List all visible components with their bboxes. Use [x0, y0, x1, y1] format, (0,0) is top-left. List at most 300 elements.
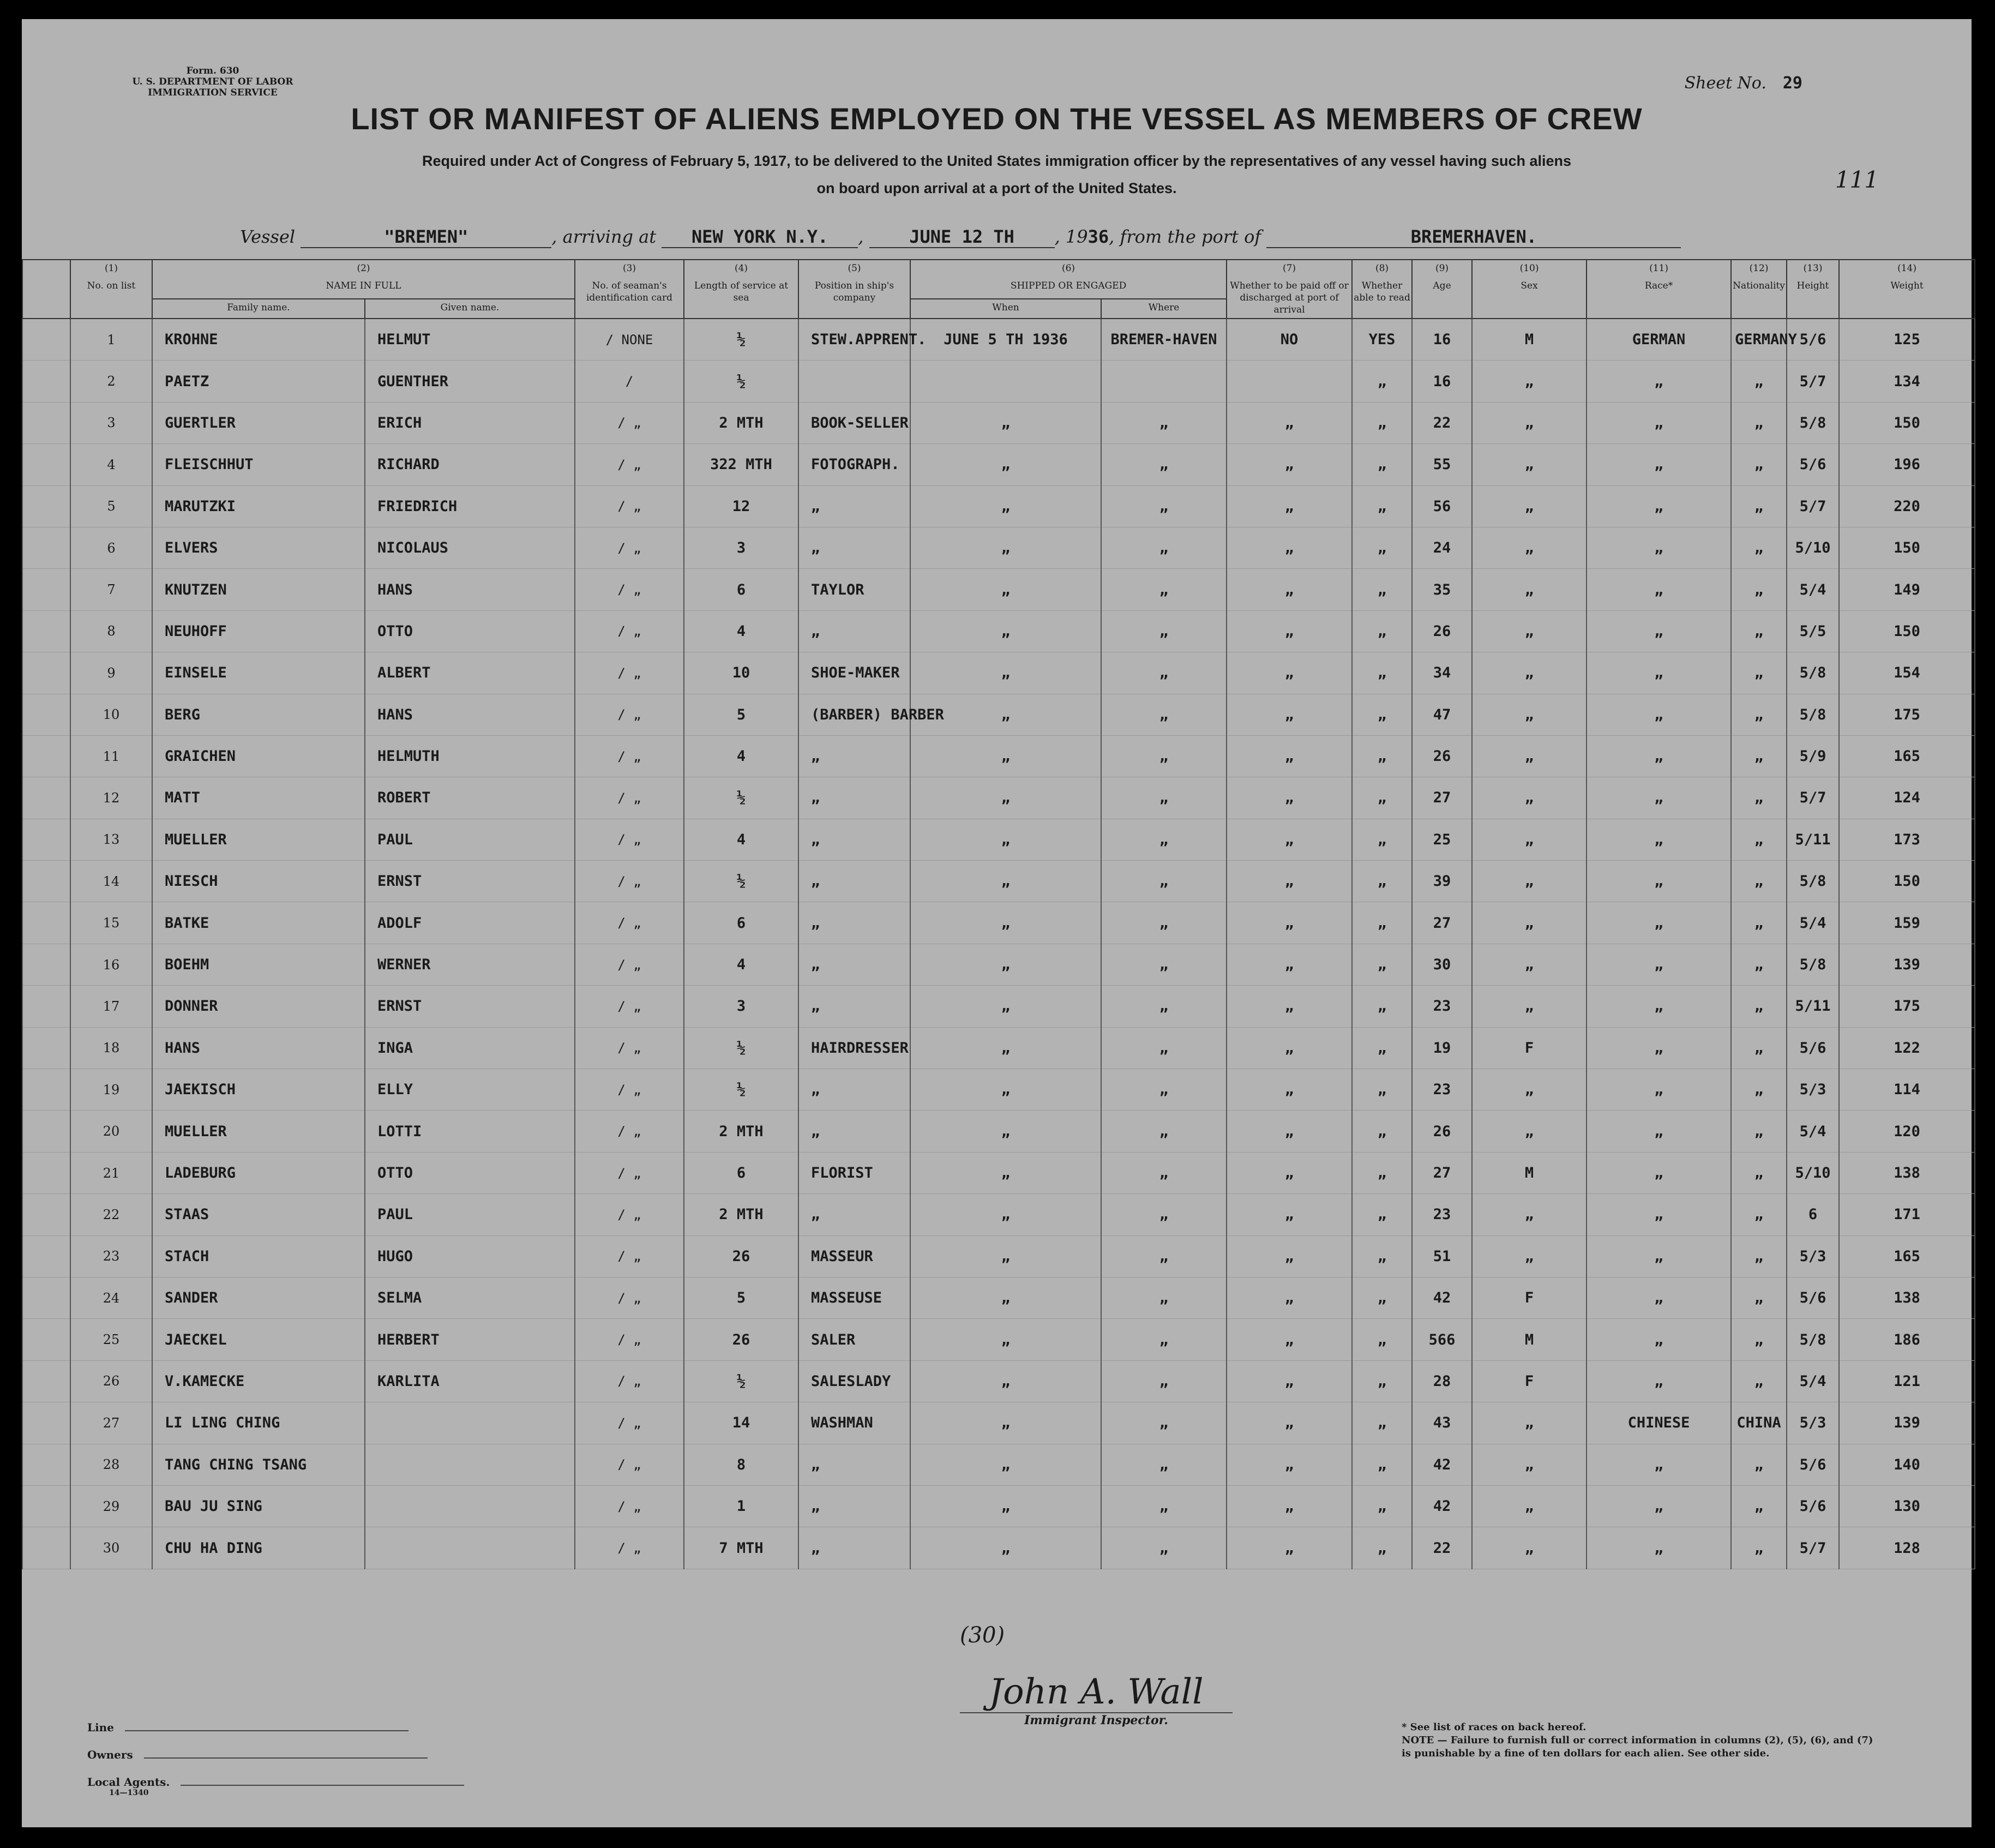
cell-race: „	[1587, 444, 1731, 485]
cell-given: HUGO	[365, 1235, 575, 1277]
cell-height: 5/5	[1787, 610, 1839, 652]
cell-given: HERBERT	[365, 1319, 575, 1360]
table-row	[22, 527, 1975, 568]
cell-age: 23	[1412, 986, 1472, 1027]
cell-position: „	[798, 1485, 910, 1527]
col-header-no: (1) No. on list	[70, 260, 152, 319]
cell-position: „	[798, 735, 910, 777]
cell-nat: „	[1731, 777, 1787, 819]
cell-given	[365, 1402, 575, 1444]
cell-sex: F	[1472, 1277, 1587, 1318]
cell-no: 21	[70, 1152, 152, 1193]
cell-card: / „	[575, 1111, 684, 1152]
cell-no: 19	[70, 1069, 152, 1111]
cell-sex: „	[1472, 652, 1587, 694]
cell-sex: „	[1472, 527, 1587, 568]
cell-family: PAETZ	[152, 361, 365, 402]
cell-family: FLEISCHHUT	[152, 444, 365, 485]
cell-paid: „	[1227, 444, 1352, 485]
cell-age: 16	[1412, 319, 1472, 361]
agency-block	[104, 65, 322, 98]
table-row	[22, 1277, 1975, 1318]
cell-sex: F	[1472, 1027, 1587, 1069]
cell-age: 56	[1412, 485, 1472, 527]
row-margin-cell	[22, 1111, 70, 1152]
form-code: 14—1340	[109, 1789, 149, 1797]
cell-age: 16	[1412, 361, 1472, 402]
cell-read: „	[1352, 1235, 1412, 1277]
row-margin-cell	[22, 361, 70, 402]
cell-card: / „	[575, 944, 684, 985]
cell-age: 35	[1412, 569, 1472, 610]
cell-age: 51	[1412, 1235, 1472, 1277]
row-margin-cell	[22, 1027, 70, 1069]
cell-family: BATKE	[152, 902, 365, 944]
cell-where	[1101, 361, 1227, 402]
cell-nat: „	[1731, 1027, 1787, 1069]
row-margin-cell	[22, 986, 70, 1027]
cell-nat: GERMANY	[1731, 319, 1787, 361]
cell-when: „	[910, 1152, 1101, 1193]
cell-where: „	[1101, 902, 1227, 944]
cell-card: / „	[575, 402, 684, 443]
cell-family: LI LING CHING	[152, 1402, 365, 1444]
cell-paid: „	[1227, 1027, 1352, 1069]
cell-read: „	[1352, 485, 1412, 527]
cell-card: / „	[575, 1194, 684, 1235]
cell-read: „	[1352, 861, 1412, 902]
cell-age: 27	[1412, 777, 1472, 819]
cell-given: HELMUT	[365, 319, 575, 361]
cell-when	[910, 361, 1101, 402]
row-margin-cell	[22, 444, 70, 485]
cell-paid: „	[1227, 485, 1352, 527]
cell-race: „	[1587, 569, 1731, 610]
cell-card: / „	[575, 777, 684, 819]
cell-paid: „	[1227, 1319, 1352, 1360]
cell-sex: „	[1472, 902, 1587, 944]
row-margin-cell	[22, 1444, 70, 1485]
cell-service: 4	[684, 735, 798, 777]
cell-weight: 138	[1839, 1277, 1975, 1318]
cell-weight: 150	[1839, 610, 1975, 652]
row-margin-cell	[22, 569, 70, 610]
cell-sex: „	[1472, 694, 1587, 735]
cell-weight: 138	[1839, 1152, 1975, 1193]
cell-sex: „	[1472, 444, 1587, 485]
cell-race: „	[1587, 527, 1731, 568]
cell-weight: 140	[1839, 1444, 1975, 1485]
cell-read: „	[1352, 902, 1412, 944]
cell-when: „	[910, 1485, 1101, 1527]
col-header-position: (5) Position in ship's company	[798, 260, 910, 319]
document-title: LIST OR MANIFEST OF ALIENS EMPLOYED ON THE VESSEL AS MEMBERS OF CREW	[351, 101, 1643, 136]
cell-where: „	[1101, 694, 1227, 735]
cell-age: 26	[1412, 735, 1472, 777]
cell-race: „	[1587, 1319, 1731, 1360]
row-margin-cell	[22, 652, 70, 694]
cell-height: 5/6	[1787, 1485, 1839, 1527]
subtitle-line-1: Required under Act of Congress of February 5, 1917, to be delivered to the United States immigration officer by the representatives of any vessel having such aliens	[422, 153, 1572, 169]
cell-given	[365, 1444, 575, 1485]
cell-when: „	[910, 1360, 1101, 1402]
cell-sex: „	[1472, 361, 1587, 402]
cell-position	[798, 361, 910, 402]
cell-read: „	[1352, 1360, 1412, 1402]
cell-height: 6	[1787, 1194, 1839, 1235]
owners-label: Owners	[87, 1748, 133, 1761]
cell-height: 5/4	[1787, 569, 1839, 610]
cell-family: HANS	[152, 1027, 365, 1069]
subtitle-line-2: on board upon arrival at a port of the United States.	[816, 180, 1177, 196]
cell-nat: „	[1731, 1485, 1787, 1527]
cell-paid	[1227, 361, 1352, 402]
cell-card: / „	[575, 902, 684, 944]
cell-position: FLORIST	[798, 1152, 910, 1193]
table-row	[22, 944, 1975, 985]
cell-service: 7 MTH	[684, 1527, 798, 1569]
cell-service: 4	[684, 819, 798, 860]
cell-when: „	[910, 1069, 1101, 1111]
col-header-weight: (14) Weight	[1839, 260, 1975, 319]
cell-paid: „	[1227, 569, 1352, 610]
cell-weight: 165	[1839, 735, 1975, 777]
vessel-label: Vessel	[240, 226, 296, 247]
cell-paid: „	[1227, 1485, 1352, 1527]
cell-family: LADEBURG	[152, 1152, 365, 1193]
cell-when: „	[910, 1277, 1101, 1318]
cell-no: 9	[70, 652, 152, 694]
cell-sex: F	[1472, 1360, 1587, 1402]
cell-service: 4	[684, 610, 798, 652]
cell-card: / NONE	[575, 319, 684, 361]
cell-card: / „	[575, 1277, 684, 1318]
cell-weight: 175	[1839, 986, 1975, 1027]
owners-field	[87, 1748, 428, 1761]
cell-paid: „	[1227, 986, 1352, 1027]
cell-when: JUNE 5 TH 1936	[910, 319, 1101, 361]
table-header	[22, 260, 1975, 319]
cell-given: ERNST	[365, 986, 575, 1027]
cell-no: 11	[70, 735, 152, 777]
cell-position: SALESLADY	[798, 1360, 910, 1402]
cell-sex: „	[1472, 402, 1587, 443]
cell-position: WASHMAN	[798, 1402, 910, 1444]
cell-service: 8	[684, 1444, 798, 1485]
cell-service: 2 MTH	[684, 402, 798, 443]
cell-when: „	[910, 402, 1101, 443]
col-header-service: (4) Length of service at sea	[684, 260, 798, 319]
cell-height: 5/6	[1787, 1027, 1839, 1069]
cell-paid: „	[1227, 861, 1352, 902]
line-label: Line	[87, 1721, 114, 1734]
cell-family: DONNER	[152, 986, 365, 1027]
cell-nat: „	[1731, 402, 1787, 443]
cell-where: „	[1101, 1402, 1227, 1444]
cell-height: 5/8	[1787, 694, 1839, 735]
cell-nat: „	[1731, 444, 1787, 485]
sheet-number	[1685, 74, 1802, 93]
cell-given: LOTTI	[365, 1111, 575, 1152]
cell-nat: „	[1731, 361, 1787, 402]
cell-card: / „	[575, 1319, 684, 1360]
col-header-nationality: (12) Nationality	[1731, 260, 1787, 319]
cell-age: 27	[1412, 1152, 1472, 1193]
cell-age: 23	[1412, 1069, 1472, 1111]
col-header-where: Where	[1101, 299, 1227, 319]
row-margin-cell	[22, 1277, 70, 1318]
cell-position: SALER	[798, 1319, 910, 1360]
cell-paid: „	[1227, 610, 1352, 652]
cell-race: „	[1587, 777, 1731, 819]
cell-card: / „	[575, 652, 684, 694]
table-row	[22, 1319, 1975, 1360]
cell-when: „	[910, 819, 1101, 860]
col-header-race: (11) Race*	[1587, 260, 1731, 319]
cell-sex: M	[1472, 1319, 1587, 1360]
cell-nat: „	[1731, 1235, 1787, 1277]
cell-race: „	[1587, 694, 1731, 735]
cell-when: „	[910, 1194, 1101, 1235]
table-row	[22, 819, 1975, 860]
cell-position: „	[798, 944, 910, 985]
cell-card: / „	[575, 1360, 684, 1402]
row-margin-cell	[22, 777, 70, 819]
cell-paid: „	[1227, 1444, 1352, 1485]
cell-height: 5/8	[1787, 944, 1839, 985]
cell-service: 3	[684, 527, 798, 568]
cell-height: 5/6	[1787, 1277, 1839, 1318]
cell-nat: „	[1731, 1069, 1787, 1111]
cell-height: 5/6	[1787, 444, 1839, 485]
cell-sex: „	[1472, 735, 1587, 777]
cell-given: GUENTHER	[365, 361, 575, 402]
cell-nat: „	[1731, 1360, 1787, 1402]
table-row	[22, 1194, 1975, 1235]
cell-family: STAAS	[152, 1194, 365, 1235]
cell-age: 42	[1412, 1485, 1472, 1527]
row-margin-cell	[22, 944, 70, 985]
cell-weight: 122	[1839, 1027, 1975, 1069]
cell-race: „	[1587, 986, 1731, 1027]
table-row	[22, 1027, 1975, 1069]
cell-nat: „	[1731, 819, 1787, 860]
cell-given: KARLITA	[365, 1360, 575, 1402]
cell-family: STACH	[152, 1235, 365, 1277]
cell-paid: „	[1227, 1194, 1352, 1235]
cell-weight: 149	[1839, 569, 1975, 610]
cell-family: GRAICHEN	[152, 735, 365, 777]
signature-role: Immigrant Inspector.	[960, 1712, 1233, 1727]
cell-age: 28	[1412, 1360, 1472, 1402]
cell-height: 5/7	[1787, 485, 1839, 527]
cell-no: 29	[70, 1485, 152, 1527]
cell-card: / „	[575, 986, 684, 1027]
cell-nat: „	[1731, 1194, 1787, 1235]
cell-age: 19	[1412, 1027, 1472, 1069]
cell-nat: „	[1731, 527, 1787, 568]
cell-weight: 114	[1839, 1069, 1975, 1111]
cell-paid: „	[1227, 1235, 1352, 1277]
cell-where: „	[1101, 1319, 1227, 1360]
cell-family: KROHNE	[152, 319, 365, 361]
cell-service: 6	[684, 902, 798, 944]
cell-nat: „	[1731, 861, 1787, 902]
cell-read: „	[1352, 1194, 1412, 1235]
cell-given: ALBERT	[365, 652, 575, 694]
cell-paid: „	[1227, 694, 1352, 735]
cell-position: „	[798, 610, 910, 652]
cell-read: YES	[1352, 319, 1412, 361]
manifest-sheet	[22, 19, 1972, 1827]
cell-given: WERNER	[365, 944, 575, 985]
cell-service: ½	[684, 1069, 798, 1111]
cell-given: PAUL	[365, 1194, 575, 1235]
cell-card: / „	[575, 569, 684, 610]
cell-where: „	[1101, 819, 1227, 860]
table-row	[22, 1069, 1975, 1111]
cell-read: „	[1352, 735, 1412, 777]
cell-sex: „	[1472, 1527, 1587, 1569]
cell-where: „	[1101, 944, 1227, 985]
cell-service: 5	[684, 1277, 798, 1318]
cell-height: 5/7	[1787, 361, 1839, 402]
cell-race: „	[1587, 861, 1731, 902]
cell-position: „	[798, 527, 910, 568]
col-header-when: When	[910, 299, 1101, 319]
cell-sex: „	[1472, 610, 1587, 652]
cell-position: (BARBER) BARBER	[798, 694, 910, 735]
cell-given: ERNST	[365, 861, 575, 902]
inspector-signature	[960, 1672, 1233, 1727]
cell-read: „	[1352, 819, 1412, 860]
cell-card: /	[575, 361, 684, 402]
cell-sex: „	[1472, 777, 1587, 819]
cell-given: HANS	[365, 694, 575, 735]
cell-family: MARUTZKI	[152, 485, 365, 527]
port-label: , from the port of	[1109, 226, 1261, 247]
cell-given: OTTO	[365, 1152, 575, 1193]
cell-given: HANS	[365, 569, 575, 610]
cell-card: / „	[575, 819, 684, 860]
cell-when: „	[910, 1235, 1101, 1277]
cell-sex: „	[1472, 1402, 1587, 1444]
row-margin-cell	[22, 1402, 70, 1444]
cell-nat: CHINA	[1731, 1402, 1787, 1444]
cell-family: KNUTZEN	[152, 569, 365, 610]
table-row	[22, 986, 1975, 1027]
cell-race: „	[1587, 819, 1731, 860]
cell-race: „	[1587, 1027, 1731, 1069]
cell-given: INGA	[365, 1027, 575, 1069]
cell-family: BOEHM	[152, 944, 365, 985]
cell-service: 12	[684, 485, 798, 527]
cell-no: 25	[70, 1319, 152, 1360]
cell-read: „	[1352, 944, 1412, 985]
cell-sex: „	[1472, 1235, 1587, 1277]
cell-nat: „	[1731, 1111, 1787, 1152]
col-header-paid: (7) Whether to be paid off or discharged at port of arrival	[1227, 260, 1352, 319]
cell-service: 26	[684, 1319, 798, 1360]
cell-where: „	[1101, 1277, 1227, 1318]
cell-read: „	[1352, 694, 1412, 735]
cell-where: „	[1101, 527, 1227, 568]
cell-when: „	[910, 735, 1101, 777]
cell-where: „	[1101, 610, 1227, 652]
cell-where: „	[1101, 1069, 1227, 1111]
cell-age: 26	[1412, 1111, 1472, 1152]
cell-family: NEUHOFF	[152, 610, 365, 652]
arriving-port: NEW YORK N.Y.	[662, 226, 858, 248]
cell-when: „	[910, 1027, 1101, 1069]
cell-age: 566	[1412, 1319, 1472, 1360]
cell-weight: 130	[1839, 1485, 1975, 1527]
cell-service: ½	[684, 319, 798, 361]
cell-service: 14	[684, 1402, 798, 1444]
cell-service: 3	[684, 986, 798, 1027]
col-header-read: (8) Whether able to read	[1352, 260, 1412, 319]
cell-family: BAU JU SING	[152, 1485, 365, 1527]
cell-service: ½	[684, 1027, 798, 1069]
cell-where: „	[1101, 1027, 1227, 1069]
cell-where: „	[1101, 986, 1227, 1027]
cell-weight: 159	[1839, 902, 1975, 944]
table-row	[22, 777, 1975, 819]
cell-when: „	[910, 1444, 1101, 1485]
cell-read: „	[1352, 1152, 1412, 1193]
footer-notes	[1402, 1721, 1873, 1760]
cell-race: „	[1587, 1360, 1731, 1402]
cell-position: „	[798, 1069, 910, 1111]
cell-position: „	[798, 1527, 910, 1569]
cell-no: 18	[70, 1027, 152, 1069]
cell-weight: 154	[1839, 652, 1975, 694]
cell-read: „	[1352, 569, 1412, 610]
cell-race: „	[1587, 361, 1731, 402]
cell-card: / „	[575, 1485, 684, 1527]
cell-where: „	[1101, 861, 1227, 902]
cell-read: „	[1352, 402, 1412, 443]
cell-card: / „	[575, 735, 684, 777]
cell-when: „	[910, 652, 1101, 694]
cell-card: / „	[575, 1527, 684, 1569]
cell-paid: „	[1227, 902, 1352, 944]
cell-height: 5/8	[1787, 861, 1839, 902]
row-margin-cell	[22, 1360, 70, 1402]
cell-card: / „	[575, 1235, 684, 1277]
cell-nat: „	[1731, 1527, 1787, 1569]
table-row	[22, 402, 1975, 443]
cell-card: / „	[575, 610, 684, 652]
cell-where: „	[1101, 777, 1227, 819]
cell-no: 17	[70, 986, 152, 1027]
table-body	[22, 319, 1975, 1569]
cell-age: 24	[1412, 527, 1472, 568]
table-row	[22, 361, 1975, 402]
cell-position: „	[798, 777, 910, 819]
cell-where: „	[1101, 1235, 1227, 1277]
row-margin-cell	[22, 1152, 70, 1193]
cell-weight: 173	[1839, 819, 1975, 860]
cell-no: 16	[70, 944, 152, 985]
cell-height: 5/4	[1787, 1360, 1839, 1402]
cell-service: 2 MTH	[684, 1111, 798, 1152]
cell-age: 30	[1412, 944, 1472, 985]
cell-where: „	[1101, 1360, 1227, 1402]
table-row	[22, 444, 1975, 485]
cell-sex: „	[1472, 861, 1587, 902]
cell-height: 5/7	[1787, 777, 1839, 819]
